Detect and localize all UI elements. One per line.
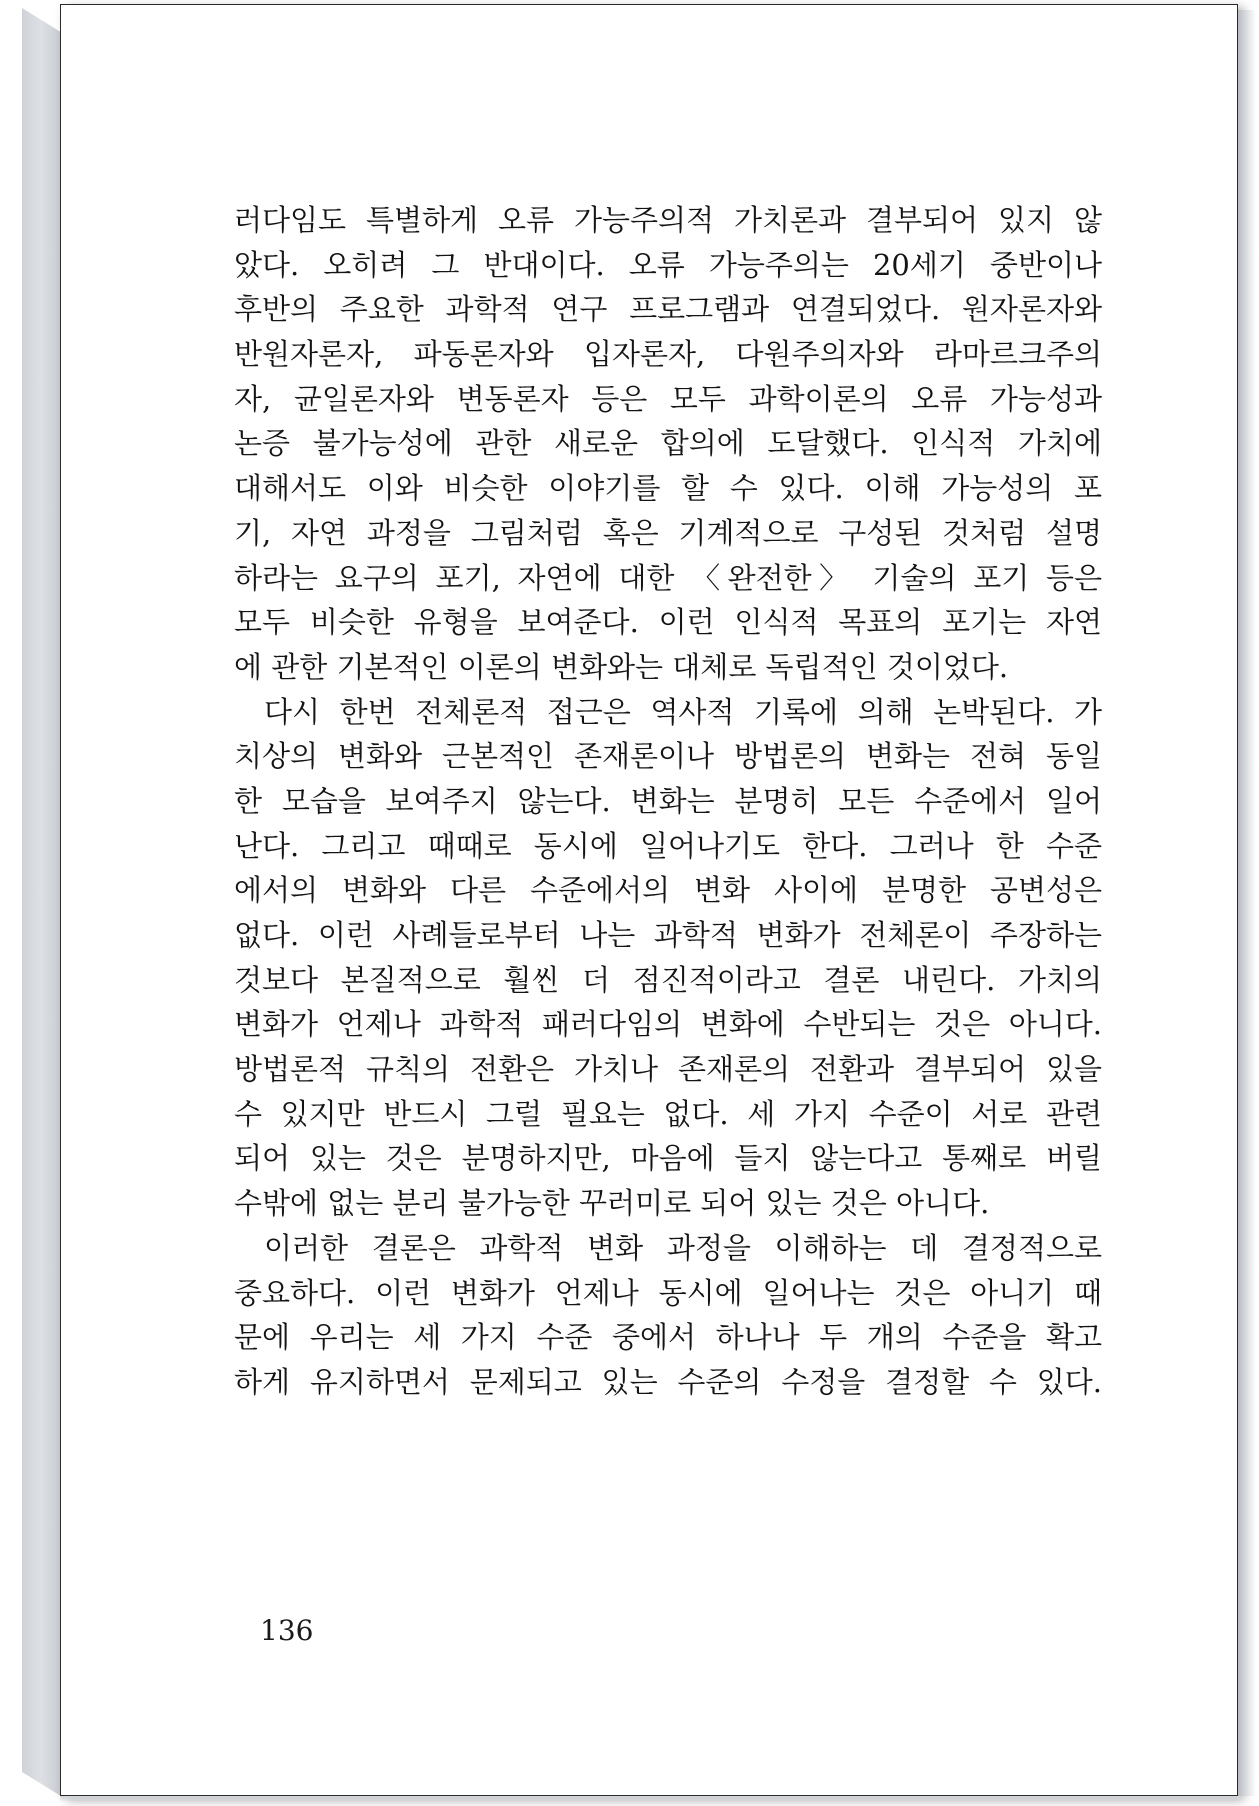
text-line: 방법론적 규칙의 전환은 가치나 존재론의 전환과 결부되어 있을 <box>234 1052 1102 1087</box>
text-line: 문에 우리는 세 가지 수준 중에서 하나나 두 개의 수준을 확고 <box>234 1320 1102 1355</box>
text-line: 논증 불가능성에 관한 새로운 합의에 도달했다. 인식적 가치에 <box>234 426 1102 461</box>
paragraph-start-line: 다시 한번 전체론적 접근은 역사적 기록에 의해 논박된다. 가 <box>264 694 1102 729</box>
text-line: 치상의 변화와 근본적인 존재론이나 방법론의 변화는 전혀 동일 <box>234 739 1102 774</box>
text-line: 수 있지만 반드시 그럴 필요는 없다. 세 가지 수준이 서로 관련 <box>234 1096 1102 1131</box>
text-line: 중요하다. 이런 변화가 언제나 동시에 일어나는 것은 아니기 때 <box>234 1275 1102 1310</box>
text-line: 한 모습을 보여주지 않는다. 변화는 분명히 모든 수준에서 일어 <box>234 783 1102 818</box>
text-line: 러다임도 특별하게 오류 가능주의적 가치론과 결부되어 있지 않 <box>234 203 1102 237</box>
text-line: 모두 비슷한 유형을 보여준다. 이런 인식적 목표의 포기는 자연 <box>234 605 1102 640</box>
body-text <box>234 198 1102 1405</box>
text-line: 았다. 오히려 그 반대이다. 오류 가능주의는 20세기 중반이나 <box>234 247 1102 282</box>
page-right-edge <box>1238 10 1256 1796</box>
paragraph-end-line: 수밖에 없는 분리 불가능한 꾸러미로 되어 있는 것은 아니다. <box>234 1186 990 1221</box>
paragraph-start-line: 이러한 결론은 과학적 변화 과정을 이해하는 데 결정적으로 <box>264 1230 1102 1265</box>
text-line: 후반의 주요한 과학적 연구 프로그램과 연결되었다. 원자론자와 <box>234 292 1102 327</box>
text-line: 기, 자연 과정을 그림처럼 혹은 기계적으로 구성된 것처럼 설명 <box>234 515 1102 550</box>
text-line: 없다. 이런 사례들로부터 나는 과학적 변화가 전체론이 주장하는 <box>234 918 1102 952</box>
text-line: 변화가 언제나 과학적 패러다임의 변화에 수반되는 것은 아니다. <box>234 1007 1102 1042</box>
text-line: 에서의 변화와 다른 수준에서의 변화 사이에 분명한 공변성은 <box>234 873 1102 908</box>
text-line: 반원자론자, 파동론자와 입자론자, 다원주의자와 라마르크주의 <box>234 337 1102 372</box>
text-line: 대해서도 이와 비슷한 이야기를 할 수 있다. 이해 가능성의 포 <box>234 471 1102 506</box>
text-line: 자, 균일론자와 변동론자 등은 모두 과학이론의 오류 가능성과 <box>234 381 1102 416</box>
text-line: 난다. 그리고 때때로 동시에 일어나기도 한다. 그러나 한 수준 <box>234 828 1102 863</box>
text-line: 되어 있는 것은 분명하지만, 마음에 들지 않는다고 통째로 버릴 <box>234 1141 1102 1176</box>
page-number: 136 <box>260 1614 314 1647</box>
text-line: 하게 유지하면서 문제되고 있는 수준의 수정을 결정할 수 있다. <box>234 1364 1102 1399</box>
book-spine-edge <box>22 8 64 1798</box>
page-bottom-shadow <box>60 1796 1242 1802</box>
paragraph-end-line: 에 관한 기본적인 이론의 변화와는 대체로 독립적인 것이었다. <box>234 649 1009 684</box>
text-line: 것보다 본질적으로 훨씬 더 점진적이라고 결론 내린다. 가치의 <box>234 962 1102 997</box>
text-line: 하라는 요구의 포기, 자연에 대한 〈완전한〉 기술의 포기 등은 <box>234 560 1102 595</box>
